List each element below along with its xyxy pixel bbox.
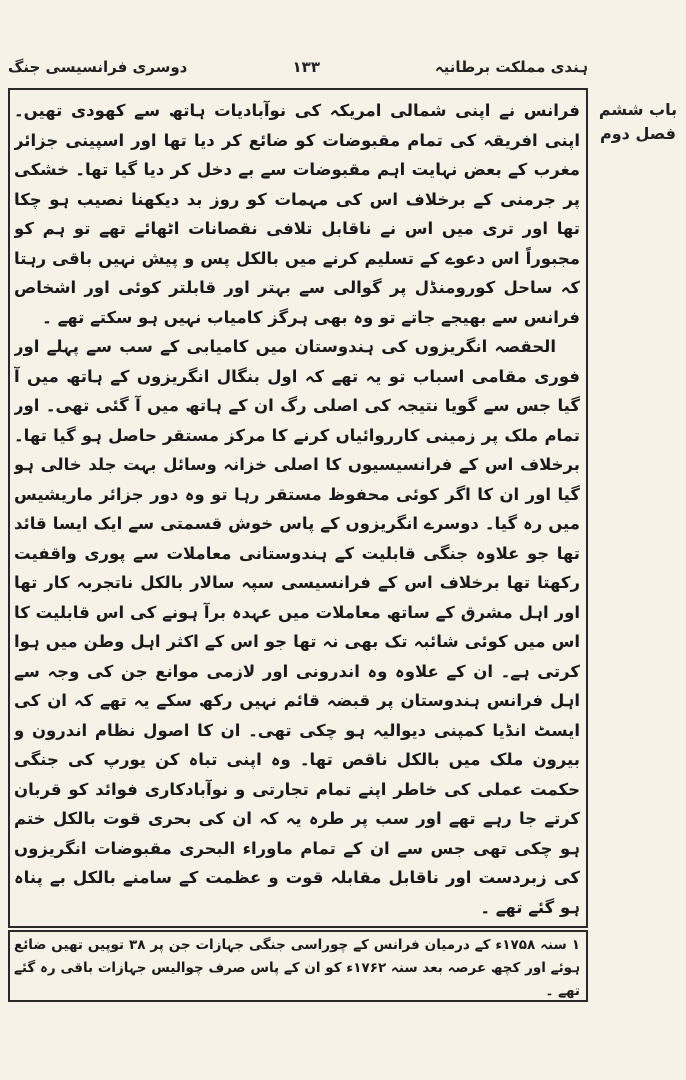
paragraph-1: فرانس نے اپنی شمالی امریکہ کی نوآبادیات ہاتھ سے کھودی تھیں۔ اپنی افریقہ کی تمام مقبوضات کو ضائع کر دیا تھا اور اسپینی جزائر مغرب کے بعض نہایت اہم مقبوضات سے بے دخل کر دیا گیا تھا۔ خشکی پر جرمنی کے برخلاف اس کی مہمات کو روز بد دیکھنا نصیب ہو چکا تھا اور تری میں اس نے ناقابل تلافی نقصانات اٹھائے تھے تو ہم کو مجبوراً اس دعوے کے تسلیم کرنے میں بالکل پس و پیش نہیں باقی رہتا کہ ساحل کورومنڈل پر گوالی سے بہتر اور قابلتر کوئی اور اشخاص فرانس سے بھیجے جاتے تو وہ بھی ہرگز کامیاب نہیں ہو سکتے تھے ۔ <box>14 101 580 327</box>
main-text-body <box>14 96 580 924</box>
margin-note-chapter: باب ششم <box>598 100 678 119</box>
paragraph-2: الحقصہ انگریزوں کی ہندوستان میں کامیابی کے سب سے پہلے اور فوری مقامی اسباب تو یہ تھے کہ اول بنگال انگریزوں کے ہاتھ میں آ گیا جس سے گویا نتیجہ کی اصلی رگ ان کے ہاتھ میں آ گئی تھی۔ اور تمام ملک پر زمینی کارروائیاں کرنے کا مرکز مستقر حاصل ہو گیا تھا۔ برخلاف اس کے فرانسیسیوں کا اصلی خزانہ وسائل بہت جلد خالی ہو گیا اور ان کا اگر کوئی محفوظ مستقر رہا تو وہ دور جزائر ماریشیس میں رہ گیا۔ دوسرے انگریزوں کے پاس خوش قسمتی سے ایک ایسا قائد تھا جو علاوہ جنگی قابلیت کے ہندوستانی معاملات سے پوری واقفیت رکھتا تھا برخلاف اس کے فرانسیسی سپہ سالار بالکل ناتجربہ کار تھا اور اہل مشرق کے ساتھ معاملات میں عہدہ برآ ہونے کی اس قابلیت کا اس میں کوئی شائبہ تک بھی نہ تھا جو اس کے اکثر اہل وطن میں ہوا کرتی ہے۔ ان کے علاوہ وہ اندرونی اور لازمی موانع جن کی وجہ سے اہل فرانس ہندوستان پر قبضہ قائم نہیں رکھ سکے یہ تھے کہ ان کی ایسٹ انڈیا کمپنی دیوالیہ ہو چکی تھی۔ ان کا اصول نظام اندرون و بیرون ملک میں بالکل ناقص تھا۔ وہ اپنی تباہ کن یورپ کی جنگی حکمت عملی کی خاطر اپنے تمام تجارتی و نوآبادکاری فوائد کو قربان کرتے جا رہے تھے اور سب پر طرہ یہ کہ ان کی بحری قوت بالکل ختم ہو چکی تھی جس سے ان کے تمام ماوراء البحری مقبوضات انگریزوں کی زبردست اور ناقابل مقابلہ قوت و عظمت کے سامنے بالکل بے پناہ ہو گئے تھے ۔ <box>14 337 580 917</box>
running-head <box>8 58 588 84</box>
margin-note-section: فصل دوم <box>600 124 676 143</box>
page-number: ۱۳۳ <box>292 58 320 76</box>
book-title-header: ہندی مملکت برطانیہ <box>434 58 588 76</box>
footnote: ۱ سنہ ۱۷۵۸ء کے درمیان فرانس کے چوراسی جنگی جہازات جن پر ۳۸ توپیں تھیں ضائع ہوئے اور کچھ عرصہ بعد سنہ ۱۷۶۲ء کو ان کے پاس صرف چوالیس جہازات باقی رہ گئے تھے ۔ <box>14 937 580 999</box>
chapter-title-header: دوسری فرانسیسی جنگ <box>8 58 188 76</box>
margin-note <box>598 98 678 146</box>
